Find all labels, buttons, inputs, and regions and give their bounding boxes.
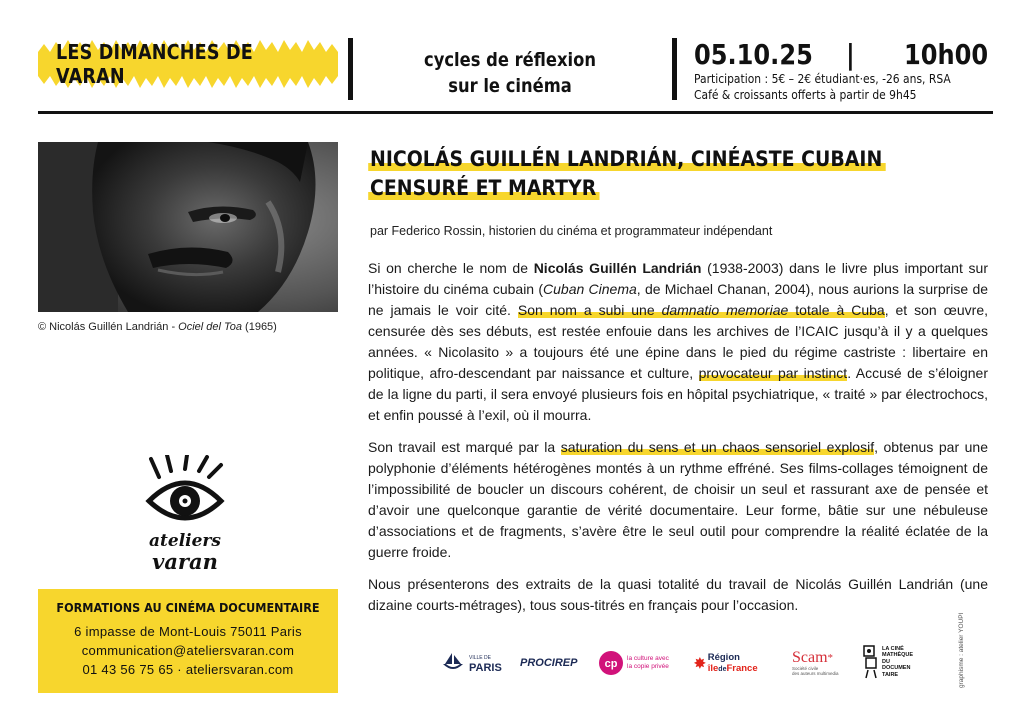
photo-caption (38, 321, 277, 333)
training-heading: FORMATIONS AU CINÉMA DOCUMENTAIRE (56, 600, 320, 615)
article-author: par Federico Rossin, historien du cinéma et programmateur indépendant (370, 224, 773, 238)
paris-ship-icon (440, 650, 466, 676)
region-ile: île (707, 662, 719, 674)
highlight-provocateur: provocateur par instinct (698, 365, 848, 381)
scam-sub-2: des auteurs multimedia (792, 671, 839, 676)
series-title: LES DIMANCHES DE VARAN (56, 40, 253, 88)
paragraph-1: Si on cherche le nom de Nicolás Guillén Landrián (1938-2003) dans le livre plus important sur l’histoire du cinéma cubain (Cuban Cinema, de Michael Chanan, 2004), nous aurions la surprise de ne jamais le voir cité. Son nom a subi une damnatio memoriae totale à Cuba, et son œuvre, censurée dès ses débuts, est restée enfouie dans les archives de l’ICAIC jusqu’à il y a quelques années. « Nicolasito » a toujours été une épine dans le pied du régime castriste : libertaire en politique, afro-descendant par naissance et culture, provocateur par instinct. Accusé de s’éloigner de la ligne du parti, il sera envoyé plusieurs fois en hôpital psychiatrique, « traité » par électrochocs, et enfin poussé à l’exil, où il mourra. (368, 260, 989, 423)
article-title (370, 145, 928, 203)
logo-word-ateliers: ateliers (149, 531, 221, 551)
paragraph-2: Son travail est marqué par la saturation du sens et un chaos sensoriel explosif, obtenus par une polyphonie d’éléments hétérogènes montés à un rythme effréné. Ses films-collages témoignent de l’impossibilité de boucler un discours cohérent, de choisir un seul et rassurant axe de pensée et d’avoir une quelconque garantie de vérité documentaire. Leur forme, bâtie sur une nébuleuse d’associations et de fragments, s’avère être le seul outil pour comprendre la réalité éclatée de la guerre froide. (368, 439, 988, 560)
series-subtitle (381, 47, 639, 99)
region-france: France (726, 662, 758, 674)
breakfast-info: Café & croissants offerts à partir de 9h45 (694, 87, 917, 102)
partner-region-idf (694, 648, 758, 678)
filmmaker-name: Nicolás Guillén Landrián (533, 260, 702, 276)
highlight-damnatio: Son nom a subi une damnatio memoriae totale à Cuba (517, 302, 885, 318)
scam-star: * (827, 652, 834, 664)
book-title: Cuban Cinema (543, 281, 637, 297)
cp-line-2: la copie privée (627, 663, 669, 670)
contact-info-box (38, 589, 338, 693)
event-date: 05.10.25 (694, 38, 813, 71)
cp-line-1: la culture avec (627, 655, 669, 662)
eye-icon (145, 455, 225, 533)
film-strip-figure-icon (862, 644, 880, 680)
phone-and-website[interactable]: 01 43 56 75 65 · ateliersvaran.com (82, 662, 294, 677)
caption-credit: © Nicolás Guillén Landrián - (38, 321, 179, 333)
event-time: 10h00 (904, 38, 989, 71)
scam-sub-1: Société civile (792, 666, 819, 671)
partner-scam (792, 648, 839, 678)
subtitle-line-1: cycles de réflexion (424, 49, 596, 71)
logo-word-varan: varan (152, 549, 218, 574)
ateliers-varan-logo (145, 455, 225, 575)
title-line-1: NICOLÁS GUILLÉN LANDRIÁN, CINÉASTE CUBAIN (370, 145, 882, 174)
address: 6 impasse de Mont-Louis 75011 Paris (74, 624, 302, 639)
title-line-2: CENSURÉ ET MARTYR (370, 174, 596, 203)
event-details (694, 71, 961, 103)
date-time-separator: | (846, 38, 855, 71)
cinematheque-label-line: TAIRE (882, 671, 899, 678)
partner-copie-privee (598, 648, 669, 678)
paris-small-label: VILLE DE (469, 655, 491, 661)
cinematheque-label-line: DU (882, 658, 890, 665)
graphic-design-credit: graphisme : atelier YOUPI (958, 612, 965, 688)
subtitle-line-2: sur le cinéma (448, 75, 572, 97)
event-datetime (694, 38, 994, 72)
cinematheque-label-line: DOCUMEN (882, 665, 911, 672)
caption-film-title: Ociel del Toa (178, 321, 242, 333)
caption-year: (1965) (241, 321, 277, 333)
partner-ville-de-paris (440, 648, 502, 678)
copie-privee-icon (598, 650, 624, 676)
scam-label: Scam (792, 649, 828, 666)
header-rule (38, 111, 993, 114)
participation-price: Participation : 5€ – 2€ étudiant·es, -26 ans, RSA (694, 71, 951, 86)
partner-procirep: PROCIREP (520, 657, 578, 669)
partner-cinematheque-documentaire (862, 642, 913, 682)
region-de: de (718, 665, 727, 673)
series-brand-banner (38, 30, 338, 98)
email-link[interactable]: communication@ateliersvaran.com (81, 643, 295, 658)
svg-text:cp: cp (604, 658, 618, 670)
region-star-icon: ✸ (694, 654, 706, 671)
highlight-saturation: saturation du sens et un chaos sensoriel explosif (560, 439, 875, 455)
header-divider (348, 38, 353, 100)
region-line-1: Région (707, 651, 740, 663)
cinematheque-label-line: LA CINÉ (882, 645, 904, 652)
paris-label: PARIS (469, 662, 502, 674)
header-divider (672, 38, 677, 100)
film-still-photo (38, 142, 338, 312)
cinematheque-label (882, 646, 913, 679)
paragraph-3: Nous présenterons des extraits de la quasi totalité du travail de Nicolás Guillén Landrián (une dizaine courts-métrages), tous sous-titrés en français pour l’occasion. (368, 576, 988, 613)
cinematheque-label-line: MATHÈQUE (882, 652, 914, 659)
